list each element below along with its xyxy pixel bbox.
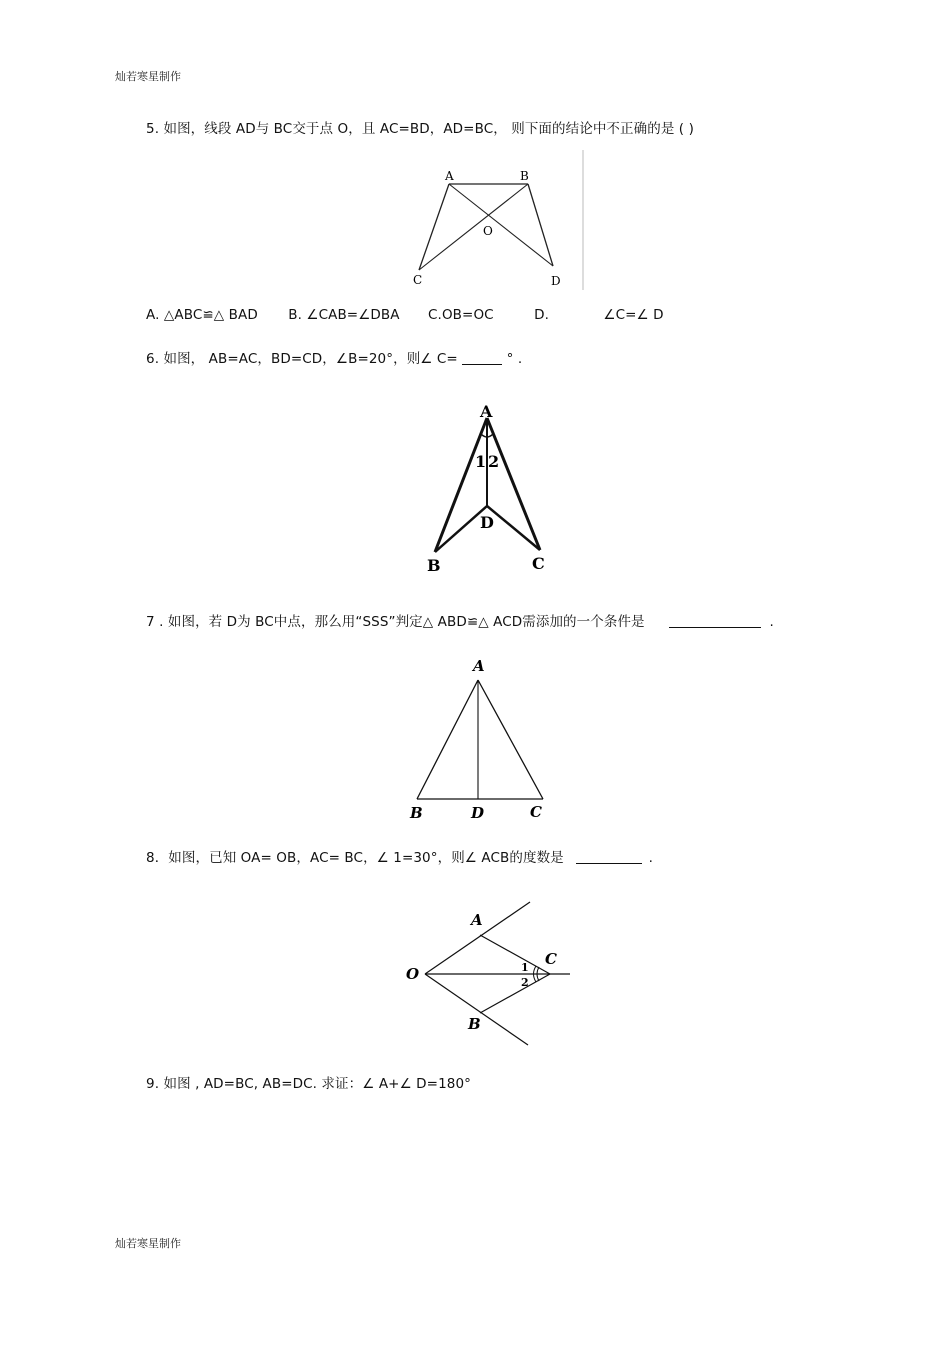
fig7-label-a: A — [473, 657, 485, 675]
option-c: C.OB=OC — [428, 307, 494, 323]
fig6-label-c: C — [532, 554, 545, 573]
fig5-label-o: O — [483, 224, 493, 238]
q7-answer-blank[interactable] — [669, 615, 761, 628]
question-5-text: 5. 如图，线段 AD与 BC交于点 O，且 AC=BD，AD=BC， 则下面的结论中不正确的是 ( ) — [146, 121, 694, 137]
question-5-figure — [405, 150, 590, 290]
question-9-text: 9. 如图 , AD=BC, AB=DC. 求证：∠ A+∠ D=180° — [146, 1076, 471, 1092]
fig8-label-b: B — [468, 1015, 481, 1033]
fig5-label-c: C — [413, 273, 423, 287]
option-d: D. — [534, 307, 549, 323]
page-header: 灿若寒星制作 — [115, 70, 181, 83]
fig6-label-d: D — [480, 513, 494, 532]
fig8-angle-1: 1 — [521, 961, 529, 974]
fig8-angle-2: 2 — [521, 976, 529, 989]
fig8-label-o: O — [406, 965, 420, 983]
question-7-figure — [405, 655, 555, 830]
q8-answer-blank[interactable] — [576, 851, 642, 864]
fig6-angle-1: 1 — [475, 452, 487, 471]
fig7-label-d: D — [471, 804, 485, 822]
question-7-text — [146, 610, 774, 630]
fig7-label-b: B — [410, 804, 423, 822]
question-8-text — [146, 846, 653, 866]
q6-answer-blank[interactable] — [462, 352, 502, 365]
question-8-figure — [400, 895, 580, 1050]
q7-text-post: . — [769, 614, 774, 630]
option-a: A. △ABC≌△ BAD — [146, 307, 258, 323]
page-footer: 灿若寒星制作 — [115, 1237, 181, 1250]
fig8-label-c: C — [545, 950, 557, 968]
question-5-options — [146, 307, 664, 323]
question-6-figure — [425, 400, 555, 575]
fig7-label-c: C — [530, 803, 542, 821]
fig5-label-a: A — [445, 169, 454, 183]
option-b: B. ∠CAB=∠DBA — [288, 307, 400, 323]
fig8-label-a: A — [471, 911, 483, 929]
fig5-label-b: B — [520, 169, 529, 183]
q6-text-post: ° . — [506, 351, 523, 367]
q7-text-pre: 7 . 如图，若 D为 BC中点，那么用“SSS”判定△ ABD≌△ ACD需添加的一个条件是 — [146, 614, 645, 630]
question-6-text — [146, 347, 522, 367]
q8-text-pre: 8．如图，已知 OA= OB，AC= BC，∠ 1=30°，则∠ ACB的度数是 — [146, 850, 564, 866]
fig5-label-d: D — [551, 274, 561, 288]
q6-text-pre: 6. 如图， AB=AC，BD=CD，∠B=20°，则∠ C= — [146, 351, 458, 367]
fig6-label-b: B — [427, 556, 441, 575]
fig6-label-a: A — [480, 402, 493, 421]
option-d-value: ∠C=∠ D — [603, 307, 664, 323]
fig6-angle-2: 2 — [488, 452, 500, 471]
q8-text-post: . — [648, 850, 653, 866]
